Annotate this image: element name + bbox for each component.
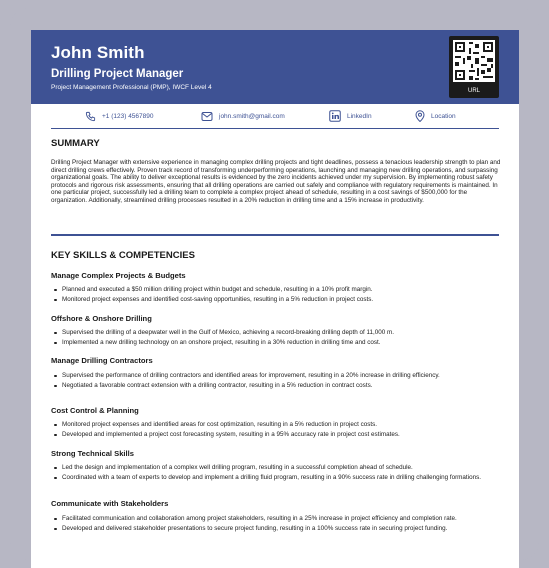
skill-bullet-list: [51, 329, 483, 349]
linkedin-icon: [329, 110, 341, 122]
section-divider: [51, 234, 499, 236]
resume-page: [31, 30, 519, 568]
skill-group-title: Communicate with Stakeholders: [51, 499, 169, 508]
skill-bullet: Supervised the drilling of a deepwater well in the Gulf of Mexico, achieving a record-breaking drilling depth of 11,000 m.: [51, 329, 483, 336]
skill-group-title: Cost Control & Planning: [51, 406, 139, 415]
skill-group-title: Manage Drilling Contractors: [51, 356, 153, 365]
skill-bullet: Developed and implemented a project cost forecasting system, resulting in a 95% accuracy rate in project cost estimates.: [51, 431, 483, 438]
skill-bullet: Supervised the performance of drilling contractors and identified areas for improvement, resulting in a 20% increase in drilling efficiency.: [51, 372, 483, 379]
skill-bullet: Monitored project expenses and identified cost-saving opportunities, resulting in a 5% reduction in project costs.: [51, 296, 483, 303]
skill-bullet-list: [51, 515, 483, 535]
skill-bullet: Implemented a new drilling technology on an onshore project, resulting in a 30% reduction in drilling time and cost.: [51, 339, 483, 346]
candidate-name: John Smith: [51, 43, 145, 62]
skill-bullet: Led the design and implementation of a complex well drilling program, resulting in a successful completion ahead of schedule.: [51, 464, 483, 471]
contact-linkedin[interactable]: [329, 109, 372, 123]
contact-location[interactable]: [415, 109, 456, 123]
email-text: john.smith@gmail.com: [219, 112, 285, 120]
skill-bullet-list: [51, 421, 483, 441]
skill-bullet: Facilitated communication and collaboration among project stakeholders, resulting in a 25% increase in project efficiency and completion rate.: [51, 515, 483, 522]
certifications: Project Management Professional (PMP), IWCF Level 4: [51, 84, 212, 91]
summary-text: Drilling Project Manager with extensive experience in managing complex drilling projects and tight deadlines, possess a tenacious leadership strength to plan and direct drilling crews effectively. Proven track record of transforming underperforming operations, launching and managing new drilling operations, and surpassing organizational goals. The ability to deliver exceptional results is evidenced by the zero incidents achieved under my supervision. By implementing robust safety protocols and rigorous risk assessments, ensuring that all drilling operations are carried out safely and compliance with regulatory requirements is maintained. In one particular project, successfully led a drilling team to complete a complex project ahead of schedule, resulting in a cost savings of $500,000 for the organization. Additionally, streamlined drilling processes resulted in a 20% reduction in drilling time and a 15% increase in productivity.: [51, 159, 501, 204]
qr-label: URL: [467, 88, 480, 94]
skill-bullet: Developed and delivered stakeholder presentations to secure project funding, resulting in a 100% success rate in securing project funding.: [51, 525, 483, 532]
skill-bullet: Planned and executed a $50 million drilling project within budget and schedule, resulting in a 10% profit margin.: [51, 286, 483, 293]
qr-code-block[interactable]: [449, 36, 499, 98]
phone-icon: [85, 111, 96, 122]
skill-group-title: Strong Technical Skills: [51, 449, 134, 458]
resume-header: [31, 30, 519, 104]
skill-bullet: Coordinated with a team of experts to develop and implement a drilling fluid program, resulting in a 90% success rate in drilling challenging formations.: [51, 474, 483, 481]
summary-heading: SUMMARY: [51, 138, 100, 149]
skill-group-title: Manage Complex Projects & Budgets: [51, 271, 186, 280]
location-text: Location: [431, 112, 456, 120]
skill-bullet: Negotiated a favorable contract extension with a drilling contractor, resulting in a 5% reduction in contract costs.: [51, 382, 483, 389]
skill-bullet-list: [51, 464, 483, 484]
skill-bullet-list: [51, 372, 483, 392]
job-title: Drilling Project Manager: [51, 68, 184, 80]
skills-heading: KEY SKILLS & COMPETENCIES: [51, 250, 195, 261]
location-pin-icon: [415, 110, 425, 122]
email-icon: [201, 111, 213, 122]
contact-bar: [51, 104, 499, 129]
skill-group-title: Offshore & Onshore Drilling: [51, 314, 152, 323]
skill-bullet-list: [51, 286, 483, 306]
linkedin-text: LinkedIn: [347, 112, 372, 120]
contact-email[interactable]: [201, 109, 285, 123]
qr-code-icon: [453, 40, 495, 82]
contact-phone[interactable]: [85, 109, 154, 123]
skill-bullet: Monitored project expenses and identified areas for cost optimization, resulting in a 5% reduction in project costs.: [51, 421, 483, 428]
phone-text: +1 (123) 4567890: [102, 112, 154, 120]
